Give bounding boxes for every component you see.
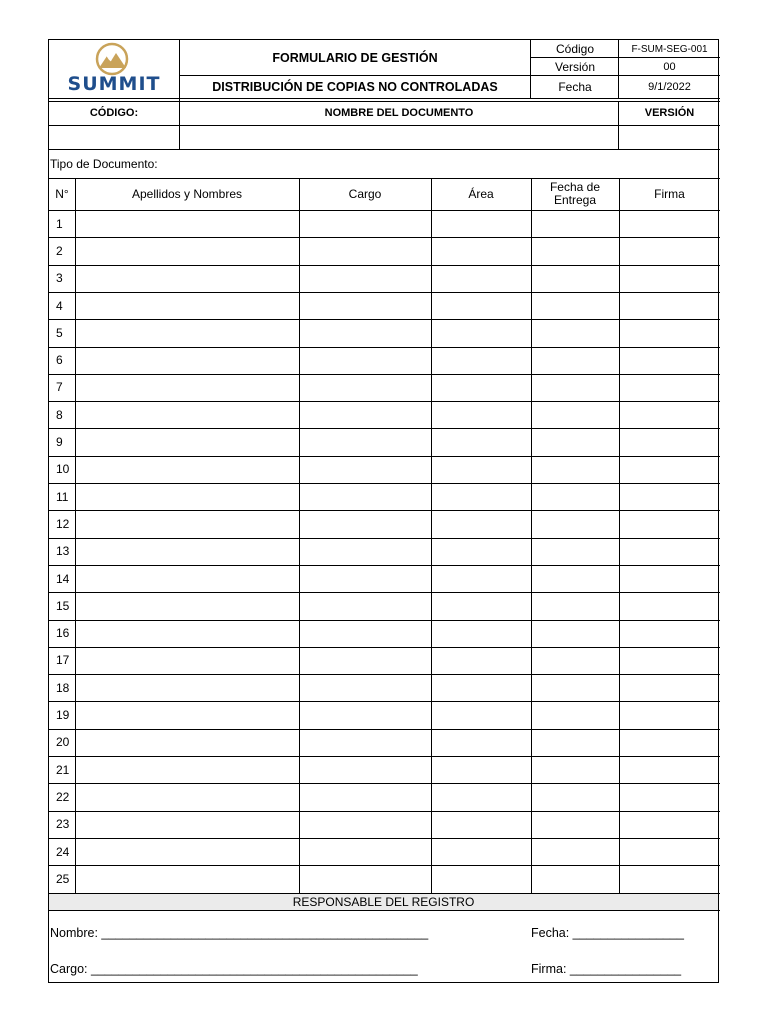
col-area-cell[interactable] (431, 510, 531, 537)
col-area-cell[interactable] (431, 838, 531, 865)
col-firma-cell[interactable] (619, 838, 720, 865)
col-cargo-header: Cargo (348, 186, 382, 201)
row-number: 21 (56, 762, 70, 777)
col-cargo-cell[interactable] (299, 592, 431, 619)
col-apellidos-nombres-cell[interactable] (75, 319, 299, 346)
row-number: 25 (56, 871, 70, 886)
col-cargo-cell[interactable] (299, 565, 431, 592)
col-fecha-entrega-cell[interactable] (531, 510, 619, 537)
col-area-cell[interactable] (431, 783, 531, 810)
col-numero-header: N° (55, 186, 69, 201)
col-area-cell[interactable] (431, 538, 531, 565)
col-apellidos-nombres-cell[interactable] (75, 510, 299, 537)
col-fecha-entrega-cell[interactable] (531, 811, 619, 838)
row-number: 20 (56, 735, 70, 750)
col-fecha-entrega-cell[interactable] (531, 237, 619, 264)
col-firma-cell[interactable] (619, 592, 720, 619)
col-fecha-entrega-cell[interactable] (531, 319, 619, 346)
col-firma-cell[interactable] (619, 428, 720, 455)
col-firma-cell[interactable] (619, 292, 720, 319)
meta-codigo-value: F-SUM-SEG-001 (631, 43, 708, 55)
col-firma-cell[interactable] (619, 401, 720, 428)
col-area-cell[interactable] (431, 210, 531, 237)
row-number: 8 (56, 407, 63, 422)
col-area-cell[interactable] (431, 729, 531, 756)
col-apellidos-nombres-header: Apellidos y Nombres (131, 186, 243, 201)
meta-fecha-value: 9/1/2022 (648, 81, 691, 93)
col-fecha-entrega-cell[interactable] (531, 674, 619, 701)
col-cargo-cell[interactable] (299, 210, 431, 237)
col-area-cell[interactable] (431, 674, 531, 701)
col-fecha-entrega-header: Fecha de Entrega (549, 180, 601, 207)
col-fecha-entrega-cell[interactable] (531, 701, 619, 728)
col-area-cell[interactable] (431, 483, 531, 510)
col-area-cell[interactable] (431, 865, 531, 892)
col-cargo-cell[interactable] (299, 620, 431, 647)
logo-text: SUMMIT (67, 73, 161, 95)
row-number: 24 (56, 844, 70, 859)
col-fecha-entrega-cell[interactable] (531, 783, 619, 810)
col-cargo-cell[interactable] (299, 538, 431, 565)
col-fecha-entrega-cell[interactable] (531, 592, 619, 619)
col-firma-cell[interactable] (619, 701, 720, 728)
col-firma-cell[interactable] (619, 729, 720, 756)
col-apellidos-nombres-cell[interactable] (75, 729, 299, 756)
firma-signature-line[interactable]: Firma: ________________ (531, 962, 682, 976)
col-firma-cell[interactable] (619, 620, 720, 647)
col-fecha-entrega-cell[interactable] (531, 647, 619, 674)
row-number: 6 (56, 353, 63, 368)
col-apellidos-nombres-cell[interactable] (75, 374, 299, 401)
row-number: 15 (56, 598, 70, 613)
col-cargo-cell[interactable] (299, 674, 431, 701)
col-firma-cell[interactable] (619, 237, 720, 264)
row-number: 9 (56, 435, 63, 450)
col-cargo-cell[interactable] (299, 456, 431, 483)
col-area-cell[interactable] (431, 592, 531, 619)
col-cargo-cell[interactable] (299, 838, 431, 865)
row-number: 2 (56, 243, 63, 258)
col-cargo-cell[interactable] (299, 374, 431, 401)
col-apellidos-nombres-cell[interactable] (75, 674, 299, 701)
fecha-signature-line[interactable]: Fecha: ________________ (531, 926, 684, 940)
col-cargo-cell[interactable] (299, 783, 431, 810)
col-firma-cell[interactable] (619, 756, 720, 783)
company-logo (49, 40, 179, 98)
col-apellidos-nombres-cell[interactable] (75, 647, 299, 674)
col-firma-cell[interactable] (619, 265, 720, 292)
col-apellidos-nombres-cell[interactable] (75, 865, 299, 892)
codigo-value-field[interactable] (49, 125, 179, 149)
version-value-field[interactable] (619, 125, 720, 149)
col-area-cell[interactable] (431, 811, 531, 838)
col-fecha-entrega-cell[interactable] (531, 756, 619, 783)
row-number: 13 (56, 544, 70, 559)
col-firma-cell[interactable] (619, 811, 720, 838)
col-fecha-entrega-cell[interactable] (531, 292, 619, 319)
col-apellidos-nombres-cell[interactable] (75, 701, 299, 728)
tipo-documento-label: Tipo de Documento: (50, 156, 158, 171)
col-fecha-entrega-cell[interactable] (531, 865, 619, 892)
col-cargo-cell[interactable] (299, 401, 431, 428)
codigo-header: CÓDIGO: (89, 107, 139, 119)
row-number: 23 (56, 817, 70, 832)
nombre-signature-line[interactable]: Nombre: _______________________________________________ (50, 926, 429, 940)
col-apellidos-nombres-cell[interactable] (75, 428, 299, 455)
col-apellidos-nombres-cell[interactable] (75, 347, 299, 374)
col-area-cell[interactable] (431, 756, 531, 783)
col-apellidos-nombres-cell[interactable] (75, 456, 299, 483)
col-fecha-entrega-cell[interactable] (531, 210, 619, 237)
col-area-cell[interactable] (431, 428, 531, 455)
col-firma-cell[interactable] (619, 483, 720, 510)
col-area-cell[interactable] (431, 292, 531, 319)
col-cargo-cell[interactable] (299, 701, 431, 728)
col-apellidos-nombres-cell[interactable] (75, 565, 299, 592)
col-fecha-entrega-cell[interactable] (531, 456, 619, 483)
col-area-cell[interactable] (431, 347, 531, 374)
col-firma-cell[interactable] (619, 319, 720, 346)
col-fecha-entrega-cell[interactable] (531, 838, 619, 865)
col-area-cell[interactable] (431, 565, 531, 592)
col-cargo-cell[interactable] (299, 647, 431, 674)
col-fecha-entrega-cell[interactable] (531, 565, 619, 592)
col-cargo-cell[interactable] (299, 483, 431, 510)
col-firma-cell[interactable] (619, 783, 720, 810)
meta-version-label: Versión (554, 60, 596, 74)
col-fecha-entrega-cell[interactable] (531, 729, 619, 756)
col-firma-cell[interactable] (619, 210, 720, 237)
col-apellidos-nombres-cell[interactable] (75, 237, 299, 264)
version-header: VERSIÓN (644, 107, 695, 119)
col-cargo-cell[interactable] (299, 811, 431, 838)
col-firma-cell[interactable] (619, 647, 720, 674)
col-fecha-entrega-cell[interactable] (531, 428, 619, 455)
col-cargo-cell[interactable] (299, 428, 431, 455)
form-title: FORMULARIO DE GESTIÓN (272, 50, 438, 65)
col-cargo-cell[interactable] (299, 347, 431, 374)
col-area-cell[interactable] (431, 401, 531, 428)
col-fecha-entrega-cell[interactable] (531, 483, 619, 510)
col-apellidos-nombres-cell[interactable] (75, 265, 299, 292)
col-apellidos-nombres-cell[interactable] (75, 483, 299, 510)
row-number: 7 (56, 380, 63, 395)
row-number: 17 (56, 653, 70, 668)
col-area-cell[interactable] (431, 620, 531, 647)
col-apellidos-nombres-cell[interactable] (75, 620, 299, 647)
col-apellidos-nombres-cell[interactable] (75, 811, 299, 838)
cargo-signature-line[interactable]: Cargo: _______________________________________________ (50, 962, 418, 976)
row-number: 22 (56, 789, 70, 804)
row-number: 3 (56, 271, 63, 286)
row-number: 10 (56, 462, 70, 477)
row-number: 11 (56, 489, 69, 504)
col-fecha-entrega-cell[interactable] (531, 265, 619, 292)
col-cargo-cell[interactable] (299, 510, 431, 537)
col-firma-cell[interactable] (619, 674, 720, 701)
form-subtitle: DISTRIBUCIÓN DE COPIAS NO CONTROLADAS (212, 79, 498, 94)
row-number: 18 (56, 680, 70, 695)
col-firma-header: Firma (654, 186, 685, 201)
col-firma-cell[interactable] (619, 538, 720, 565)
col-apellidos-nombres-cell[interactable] (75, 538, 299, 565)
col-area-cell[interactable] (431, 237, 531, 264)
col-firma-cell[interactable] (619, 565, 720, 592)
col-area-cell[interactable] (431, 456, 531, 483)
col-fecha-entrega-cell[interactable] (531, 401, 619, 428)
col-apellidos-nombres-cell[interactable] (75, 401, 299, 428)
col-firma-cell[interactable] (619, 456, 720, 483)
row-number: 5 (56, 325, 63, 340)
col-apellidos-nombres-cell[interactable] (75, 783, 299, 810)
meta-codigo-label: Código (555, 42, 595, 56)
meta-fecha-label: Fecha (558, 80, 592, 94)
col-cargo-cell[interactable] (299, 756, 431, 783)
col-firma-cell[interactable] (619, 865, 720, 892)
col-fecha-entrega-cell[interactable] (531, 620, 619, 647)
row-number: 19 (56, 708, 70, 723)
responsable-title: RESPONSABLE DEL REGISTRO (292, 894, 475, 909)
col-area-cell[interactable] (431, 647, 531, 674)
col-area-cell[interactable] (431, 701, 531, 728)
nombre-documento-value-field[interactable] (179, 125, 619, 149)
col-fecha-entrega-cell[interactable] (531, 374, 619, 401)
col-firma-cell[interactable] (619, 374, 720, 401)
form-sheet (48, 39, 719, 983)
col-cargo-cell[interactable] (299, 265, 431, 292)
col-area-cell[interactable] (431, 265, 531, 292)
col-fecha-entrega-cell[interactable] (531, 538, 619, 565)
col-cargo-cell[interactable] (299, 292, 431, 319)
col-apellidos-nombres-cell[interactable] (75, 592, 299, 619)
row-number: 4 (56, 298, 63, 313)
col-cargo-cell[interactable] (299, 729, 431, 756)
col-firma-cell[interactable] (619, 347, 720, 374)
col-area-cell[interactable] (431, 374, 531, 401)
col-cargo-cell[interactable] (299, 237, 431, 264)
col-fecha-entrega-cell[interactable] (531, 347, 619, 374)
row-number: 16 (56, 626, 70, 641)
col-area-cell[interactable] (431, 319, 531, 346)
col-apellidos-nombres-cell[interactable] (75, 210, 299, 237)
col-apellidos-nombres-cell[interactable] (75, 838, 299, 865)
row-number: 1 (56, 216, 63, 231)
meta-version-value: 00 (663, 61, 676, 73)
col-cargo-cell[interactable] (299, 319, 431, 346)
col-area-header: Área (468, 186, 494, 201)
col-apellidos-nombres-cell[interactable] (75, 756, 299, 783)
col-cargo-cell[interactable] (299, 865, 431, 892)
col-apellidos-nombres-cell[interactable] (75, 292, 299, 319)
nombre-documento-header: NOMBRE DEL DOCUMENTO (324, 107, 474, 119)
row-number: 14 (56, 571, 70, 586)
row-number: 12 (56, 516, 70, 531)
col-firma-cell[interactable] (619, 510, 720, 537)
